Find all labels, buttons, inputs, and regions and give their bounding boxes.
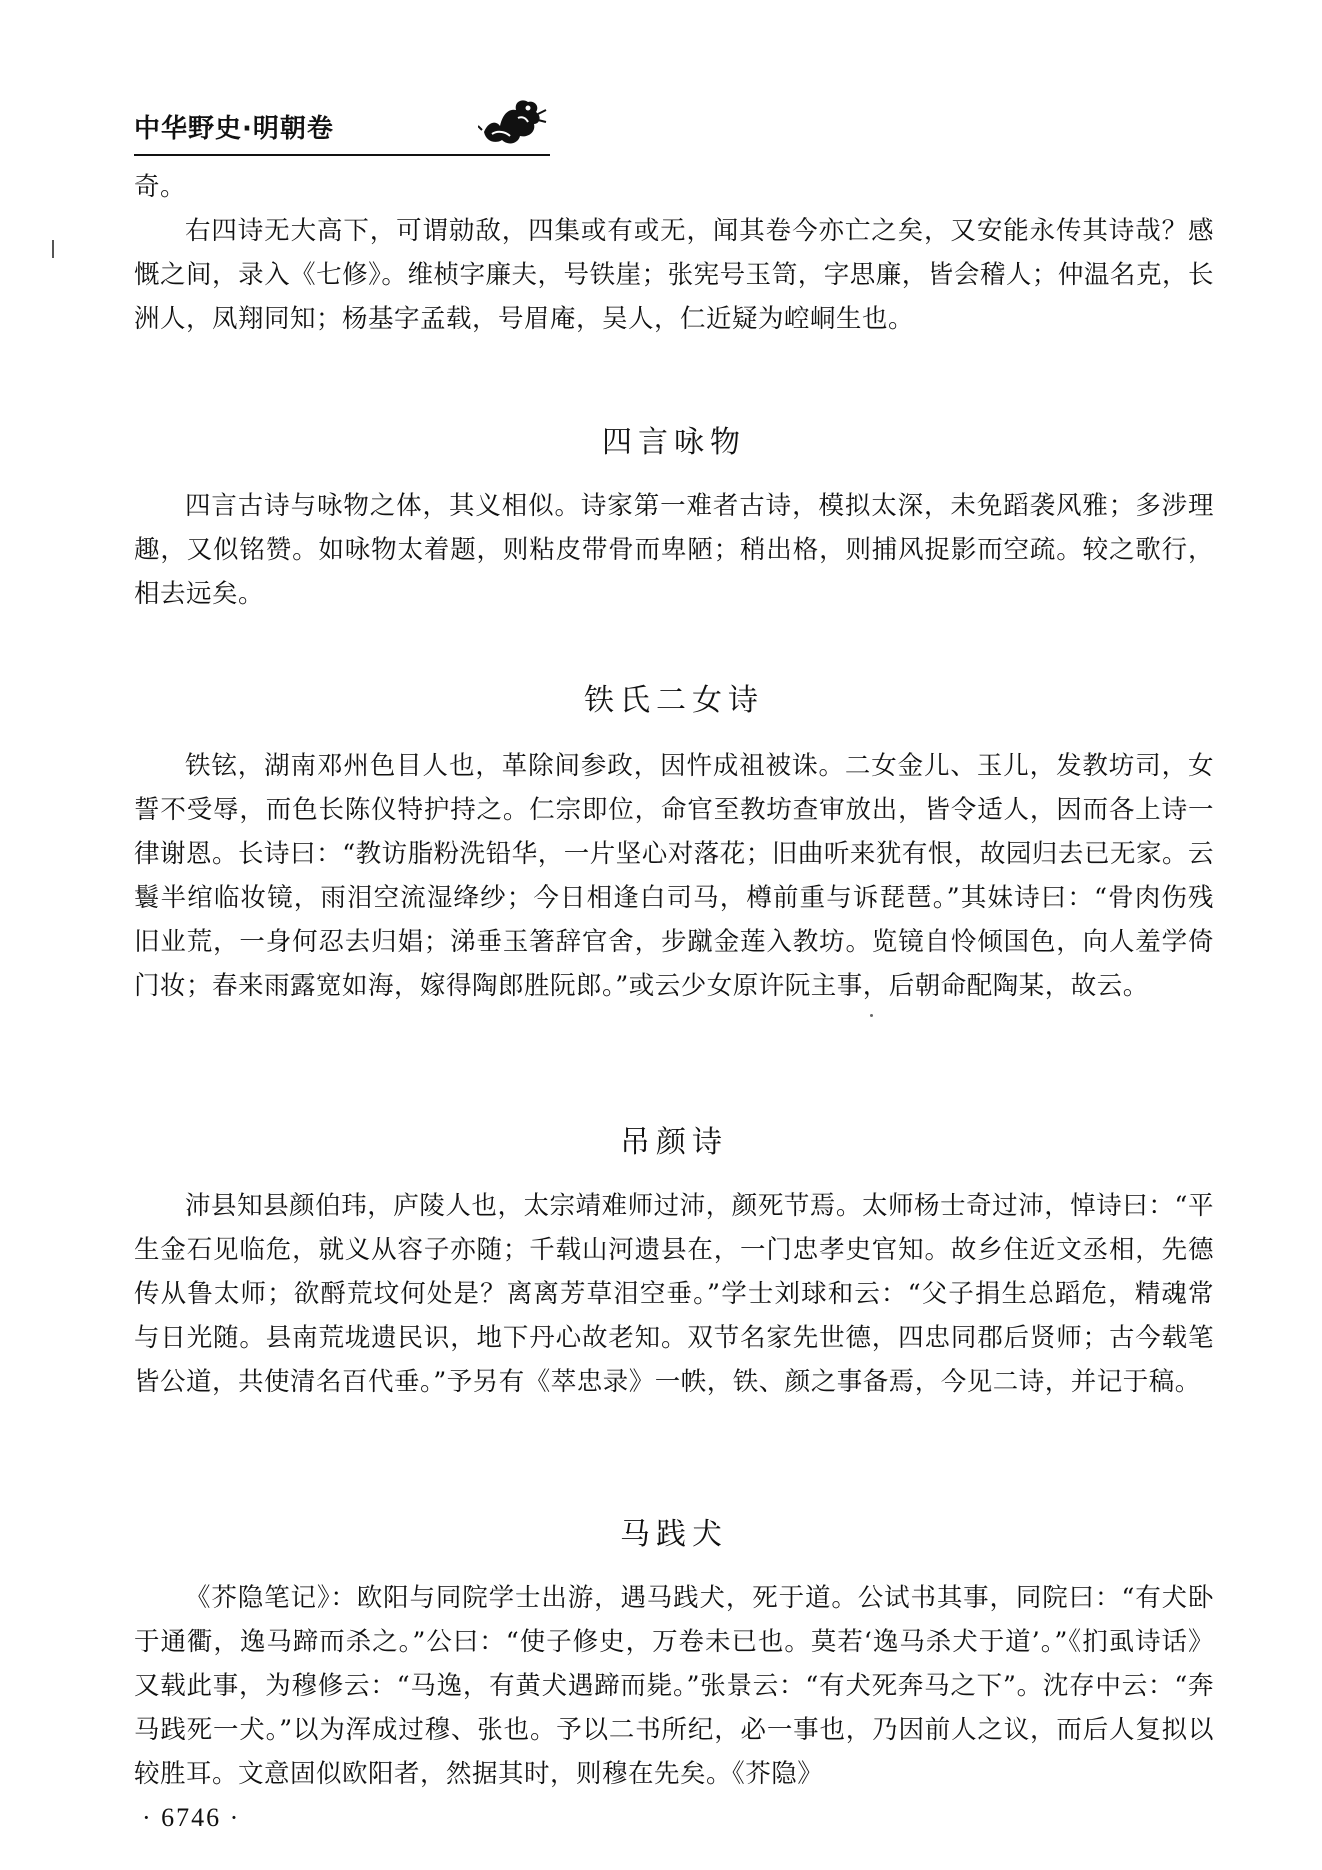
section-title-siyan-yongwu: 四言咏物 (602, 424, 746, 460)
section-body-tieshi-ernv (134, 744, 1214, 1008)
continuation-paragraph: 右四诗无大高下，可谓勍敌，四集或有或无，闻其卷今亦亡之矣，又安能永传其诗哉？感慨之间，录入《七修》。维桢字廉夫，号铁崖；张宪号玉笥，字思廉，皆会稽人；仲温名克，长洲人，凤翔同知；杨基字孟载，号眉庵，吴人，仁近疑为崆峒生也。 (134, 216, 1214, 334)
scan-margin-mark (52, 240, 54, 258)
continuation-text (134, 165, 1214, 341)
book-title: 中华野史·明朝卷 (134, 114, 334, 144)
page-number: · 6746 · (142, 1803, 241, 1832)
running-header (134, 104, 550, 156)
section-paragraph: 四言古诗与咏物之体，其义相似。诗家第一难者古诗，模拟太深，未免蹈袭风雅；多涉理趣，又似铭赞。如咏物太着题，则粘皮带骨而卑陋；稍出格，则捕风捉影而空疏。较之歌行，相去远矣。 (134, 491, 1214, 609)
section-paragraph: 《芥隐笔记》：欧阳与同院学士出游，遇马践犬，死于道。公试书其事，同院曰：“有犬卧于通衢，逸马蹄而杀之。”公曰：“使子修史，万卷未已也。莫若‘逸马杀犬于道’。”《扪虱诗话》又载此事，为穆修云：“马逸，有黄犬遇蹄而毙。”张景云：“有犬死奔马之下”。沈存中云：“奔马践死一犬。”以为浑成过穆、张也。予以二书所纪，必一事也，乃因前人之议，而后人复拟以较胜耳。文意固似欧阳者，然据其时，则穆在先矣。《芥隐》 (134, 1583, 1214, 1789)
section-body-siyan-yongwu (134, 484, 1214, 616)
section-paragraph: 沛县知县颜伯玮，庐陵人也，太宗靖难师过沛，颜死节焉。太师杨士奇过沛，悼诗曰：“平生金石见临危，就义从容子亦随；千载山河遗县在，一门忠孝史官知。故乡住近文丞相，先德传从鲁太师；欲酹荒坟何处是？离离芳草泪空垂。”学士刘球和云：“父子捐生总蹈危，精魂常与日光随。县南荒垅遗民识，地下丹心故老知。双节名家先世德，四忠同郡后贤师；古今载笔皆公道，共使清名百代垂。”予另有《萃忠录》一帙，铁、颜之事备焉，今见二诗，并记于稿。 (134, 1191, 1214, 1397)
section-title-diaoyan-shi: 吊颜诗 (620, 1124, 728, 1160)
section-title-tieshi-ernv: 铁氏二女诗 (584, 682, 764, 718)
scan-speck (870, 1014, 873, 1017)
section-title-ma-jian-quan: 马践犬 (620, 1516, 728, 1552)
section-body-diaoyan-shi (134, 1184, 1214, 1404)
dragon-emblem-icon (478, 92, 548, 150)
continuation-fragment: 奇。 (134, 172, 187, 202)
section-body-ma-jian-quan (134, 1576, 1214, 1796)
section-paragraph: 铁铉，湖南邓州色目人也，革除间参政，因忤成祖被诛。二女金儿、玉儿，发教坊司，女誓不受辱，而色长陈仪特护持之。仁宗即位，命官至教坊查审放出，皆令适人，因而各上诗一律谢恩。长诗曰：“教访脂粉洗铅华，一片坚心对落花；旧曲听来犹有恨，故园归去已无家。云鬟半绾临妆镜，雨泪空流湿绛纱；今日相逢白司马，樽前重与诉琵琶。”其妹诗曰：“骨肉伤残旧业荒，一身何忍去归娼；涕垂玉箸辞官舍，步蹴金莲入教坊。览镜自怜倾国色，向人羞学倚门妆；春来雨露宽如海，嫁得陶郎胜阮郎。”或云少女原许阮主事，后朝命配陶某，故云。 (134, 751, 1214, 1001)
